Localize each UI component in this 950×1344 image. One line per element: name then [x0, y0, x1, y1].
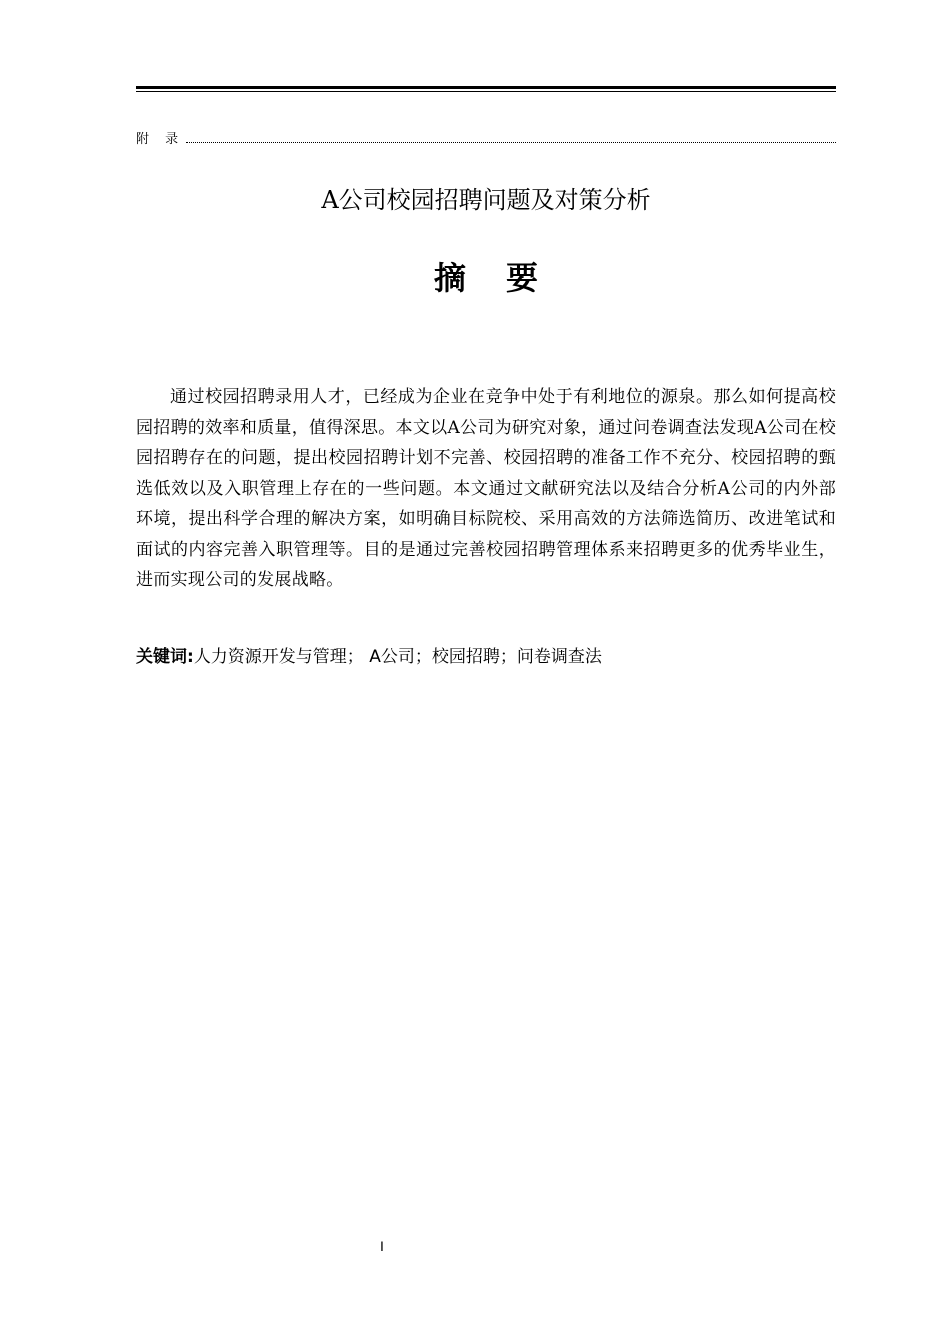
toc-entry-appendix[interactable] — [136, 130, 836, 148]
page-number: I — [380, 1238, 384, 1254]
toc-dot-leader — [186, 130, 836, 143]
keywords-label: 关键词: — [136, 647, 194, 667]
abstract-heading — [136, 254, 836, 302]
document-title: A公司校园招聘问题及对策分析 — [321, 186, 651, 214]
abstract-paragraph: 通过校园招聘录用人才，已经成为企业在竞争中处于有利地位的源泉。那么如何提高校园招聘的效率和质量，值得深思。本文以A公司为研究对象，通过问卷调查法发现A公司在校园招聘存在的问题，提出校园招聘计划不完善、校园招聘的准备工作不充分、校园招聘的甄选低效以及入职管理上存在的一些问题。本文通过文献研究法以及结合分析A公司的内外部环境，提出科学合理的解决方案，如明确目标院校、采用高效的方法筛选简历、改进笔试和面试的内容完善入职管理等。目的是通过完善校园招聘管理体系来招聘更多的优秀毕业生，进而实现公司的发展战略。 — [136, 387, 836, 590]
toc-appendix-label: 附 录 — [136, 132, 185, 147]
header-rule — [136, 86, 836, 89]
abstract-heading-char-2: 要 — [506, 259, 539, 297]
keywords-line — [136, 643, 836, 671]
keywords-text: 人力资源开发与管理； A公司；校园招聘；问卷调查法 — [193, 647, 602, 667]
header-rule-thin — [136, 91, 836, 92]
abstract-heading-char-1: 摘 — [433, 259, 466, 297]
